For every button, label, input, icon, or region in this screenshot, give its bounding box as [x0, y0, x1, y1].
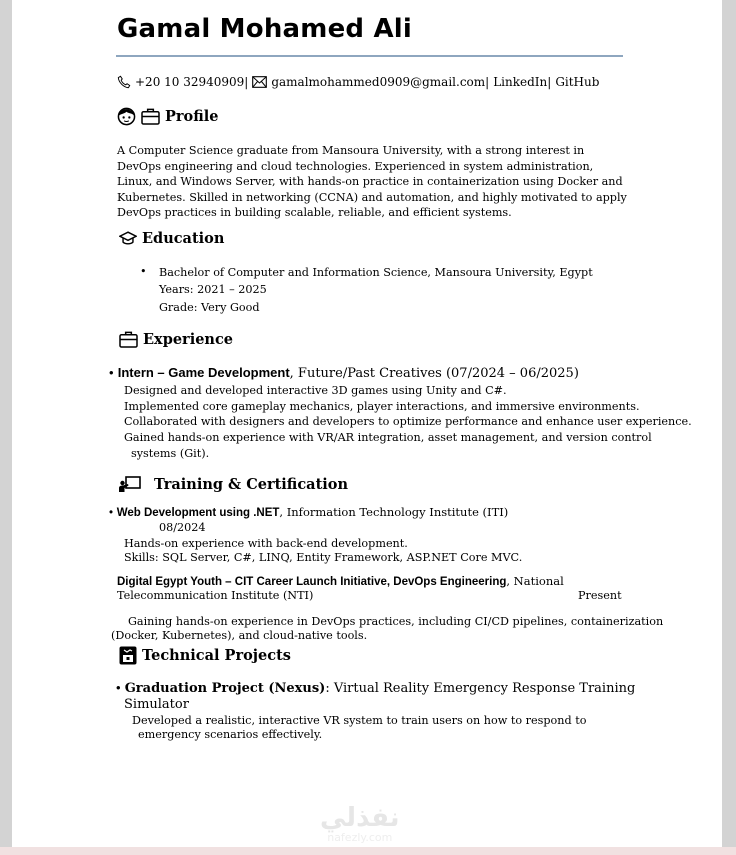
experience-role: Intern – Game Development [117, 365, 290, 380]
experience-point: Gained hands-on experience with VR/AR integration, asset management, and version control [124, 431, 652, 444]
profile-heading [117, 107, 219, 126]
education-years: Years: 2021 – 2025 [159, 283, 267, 296]
face-icon [117, 107, 136, 126]
briefcase-icon [119, 331, 138, 348]
experience-entry [109, 365, 579, 381]
training-course: Web Development using .NET [116, 507, 280, 519]
training-detail: (Docker, Kubernetes), and cloud-native tools. [111, 629, 368, 642]
experience-title: Experience [143, 331, 234, 348]
project-detail: Developed a realistic, interactive VR system to train users on how to respond to [132, 714, 587, 727]
project-entry [116, 680, 635, 696]
training-item [117, 574, 564, 588]
experience-company: , Future/Past Creatives (07/2024 – 06/2025) [289, 366, 579, 381]
experience-bullet: • [109, 365, 114, 380]
candidate-name: Gamal Mohamed Ali [117, 14, 413, 44]
bottom-strip [0, 847, 736, 855]
training-date: 08/2024 [159, 521, 206, 534]
training-provider: , National [506, 574, 564, 588]
project-bullet: • [116, 680, 121, 695]
phone-number: +20 10 32940909| [135, 75, 249, 89]
email-link[interactable]: gamalmohammed0909@gmail.com| [271, 75, 490, 89]
training-bullet: • [109, 507, 114, 519]
experience-point: Collaborated with designers and developers to optimize performance and enhance user experience. [124, 415, 692, 428]
project-subtitle: : Virtual Reality Emergency Response Training [325, 681, 636, 696]
watermark-arabic: نفذلي [320, 803, 400, 833]
envelope-icon [252, 76, 267, 88]
education-degree: Bachelor of Computer and Information Science, Mansoura University, Egypt [159, 266, 593, 279]
training-detail: Gaining hands-on experience in DevOps practices, including CI/CD pipelines, containerization [128, 615, 664, 628]
project-board-icon [119, 646, 137, 665]
education-bullet: • [140, 265, 147, 278]
phone-icon [117, 75, 131, 89]
project-subtitle-continued: Simulator [124, 697, 189, 712]
project-name: Graduation Project (Nexus) [124, 681, 326, 696]
training-detail: Skills: SQL Server, C#, LINQ, Entity Framework, ASP.NET Core MVC. [124, 551, 523, 564]
presentation-icon [118, 475, 142, 493]
education-title: Education [142, 230, 225, 247]
training-title: Training & Certification [154, 475, 348, 493]
profile-summary: A Computer Science graduate from Mansoura University, with a strong interest in DevOps engineering and cloud technologies. Experienced in system administration, Linux, and Windows Server, with hands-on practice in containerization using Docker and Kubernetes. Skilled in networking (CCNA) and automation, and highly motivated to apply DevOps practices in building scalable, reliable, and efficient systems. [117, 144, 627, 219]
training-provider-continued: Telecommunication Institute (NTI) [117, 589, 314, 602]
projects-title: Technical Projects [142, 647, 291, 664]
watermark [320, 804, 400, 844]
github-link[interactable]: GitHub [555, 75, 600, 89]
education-heading [119, 230, 224, 247]
experience-point: Designed and developed interactive 3D games using Unity and C#. [124, 384, 507, 397]
training-item [109, 505, 508, 519]
graduation-cap-icon [119, 231, 137, 246]
project-detail: emergency scenarios effectively. [138, 728, 323, 741]
experience-heading [119, 331, 233, 348]
name-divider [116, 55, 623, 57]
training-date: Present [578, 589, 622, 602]
projects-heading [119, 646, 291, 665]
linkedin-link[interactable]: LinkedIn| [493, 75, 552, 89]
experience-point: Implemented core gameplay mechanics, player interactions, and immersive environments. [124, 400, 640, 413]
resume-page [12, 0, 722, 847]
training-course: Digital Egypt Youth – CIT Career Launch Initiative, DevOps Engineering [117, 576, 507, 588]
training-heading [118, 475, 348, 493]
education-grade: Grade: Very Good [159, 301, 260, 314]
training-detail: Hands-on experience with back-end development. [124, 537, 408, 550]
profile-title: Profile [165, 108, 219, 125]
experience-point-continued: systems (Git). [131, 447, 210, 460]
training-provider: , Information Technology Institute (ITI) [279, 505, 509, 519]
briefcase-icon [141, 108, 160, 125]
watermark-site: nafezly.com [327, 831, 393, 844]
contact-line [117, 75, 599, 89]
